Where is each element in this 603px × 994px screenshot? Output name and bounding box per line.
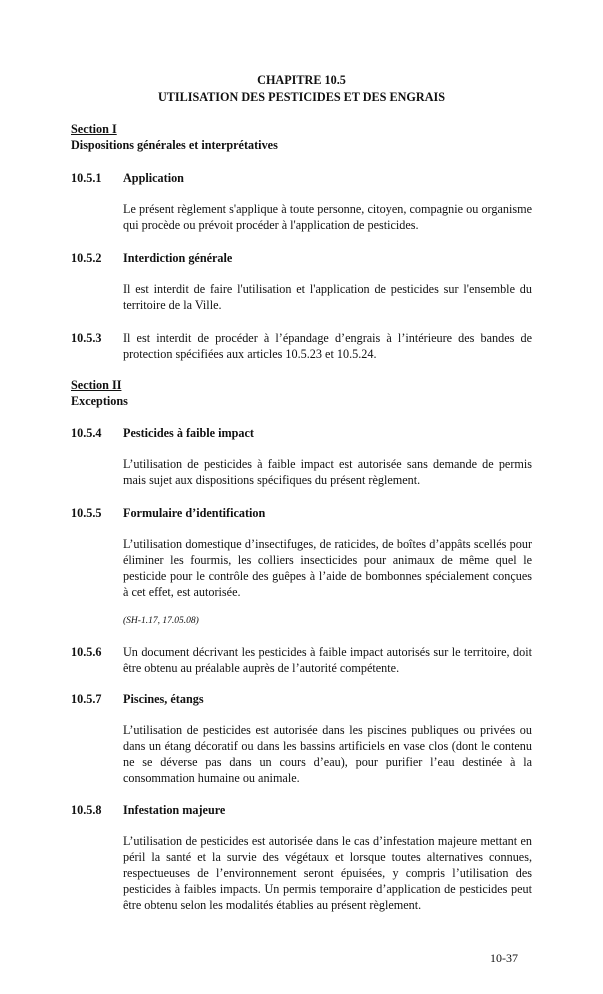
section-1-heading [71, 121, 278, 153]
article-number: 10.5.2 [71, 251, 102, 265]
article-number: 10.5.1 [71, 171, 102, 185]
article-text: Il est interdit de procéder à l’épandage d’engrais à l’intérieure des bandes de protection spécifiées aux articles 10.5.23 et 10.5.24. [123, 331, 532, 361]
article-text: Un document décrivant les pesticides à faible impact autorisés sur le territoire, doit être obtenu au préalable auprès de l’autorité compétente. [123, 645, 532, 675]
article-number: 10.5.8 [71, 803, 102, 817]
article-title: Interdiction générale [123, 251, 233, 265]
chapter-heading [0, 72, 603, 106]
section-2-label: Section II [71, 378, 122, 392]
article-text: Il est interdit de faire l'utilisation et l'application de pesticides sur l'ensemble du territoire de la Ville. [123, 282, 532, 312]
article-number: 10.5.4 [71, 426, 102, 440]
article-text: L’utilisation de pesticides à faible impact est autorisée sans demande de permis mais sujet aux dispositions spécifiques du présent règlement. [123, 457, 532, 487]
article-number: 10.5.7 [71, 692, 102, 706]
chapter-number: CHAPITRE 10.5 [257, 73, 346, 87]
article-text: Le présent règlement s'applique à toute personne, citoyen, compagnie ou organisme qui procède ou prévoit procéder à l'application de pesticides. [123, 202, 532, 232]
section-2-title: Exceptions [71, 394, 128, 408]
section-1-label: Section I [71, 122, 117, 136]
article-title: Piscines, étangs [123, 692, 204, 706]
article-number: 10.5.5 [71, 506, 102, 520]
article-title: Pesticides à faible impact [123, 426, 254, 440]
article-text: L’utilisation de pesticides est autorisée dans le cas d’infestation majeure mettant en péril la santé et la survie des végétaux et lorsque toutes alternatives connues, respectueuses de l’environnement seront épuisées, y compris l’utilisation des pesticides à faibles impacts. Un permis temporaire d’application de pesticides peut être obtenu selon les modalités établies au présent règlement. [123, 834, 532, 912]
page-number: 10-37 [490, 951, 518, 965]
amendment-note: (SH-1.17, 17.05.08) [123, 616, 199, 626]
article-number: 10.5.3 [71, 331, 102, 345]
article-number: 10.5.6 [71, 645, 102, 659]
article-title: Formulaire d’identification [123, 506, 266, 520]
article-text: L’utilisation de pesticides est autorisée dans les piscines publiques ou privées ou dans un étang décoratif ou dans les bassins artificiels en vase clos (dont le contenu ne se déverse pas dans un cours d’eau), pour purifier l’eau destinée à la consommation humaine ou animale. [123, 723, 532, 785]
section-2-heading [71, 377, 128, 409]
section-1-title: Dispositions générales et interprétatives [71, 138, 278, 152]
chapter-title: UTILISATION DES PESTICIDES ET DES ENGRAIS [157, 90, 446, 104]
article-text: L’utilisation domestique d’insectifuges, de raticides, de boîtes d’appâts scellés pour éliminer les fourmis, les colliers insecticides pour animaux de même quel le pesticide pour le contrôle des guêpes à l’aide de bombonnes spécialement conçues à cet effet, est autorisée. [123, 537, 532, 599]
article-title: Application [123, 171, 184, 185]
article-title: Infestation majeure [123, 803, 226, 817]
